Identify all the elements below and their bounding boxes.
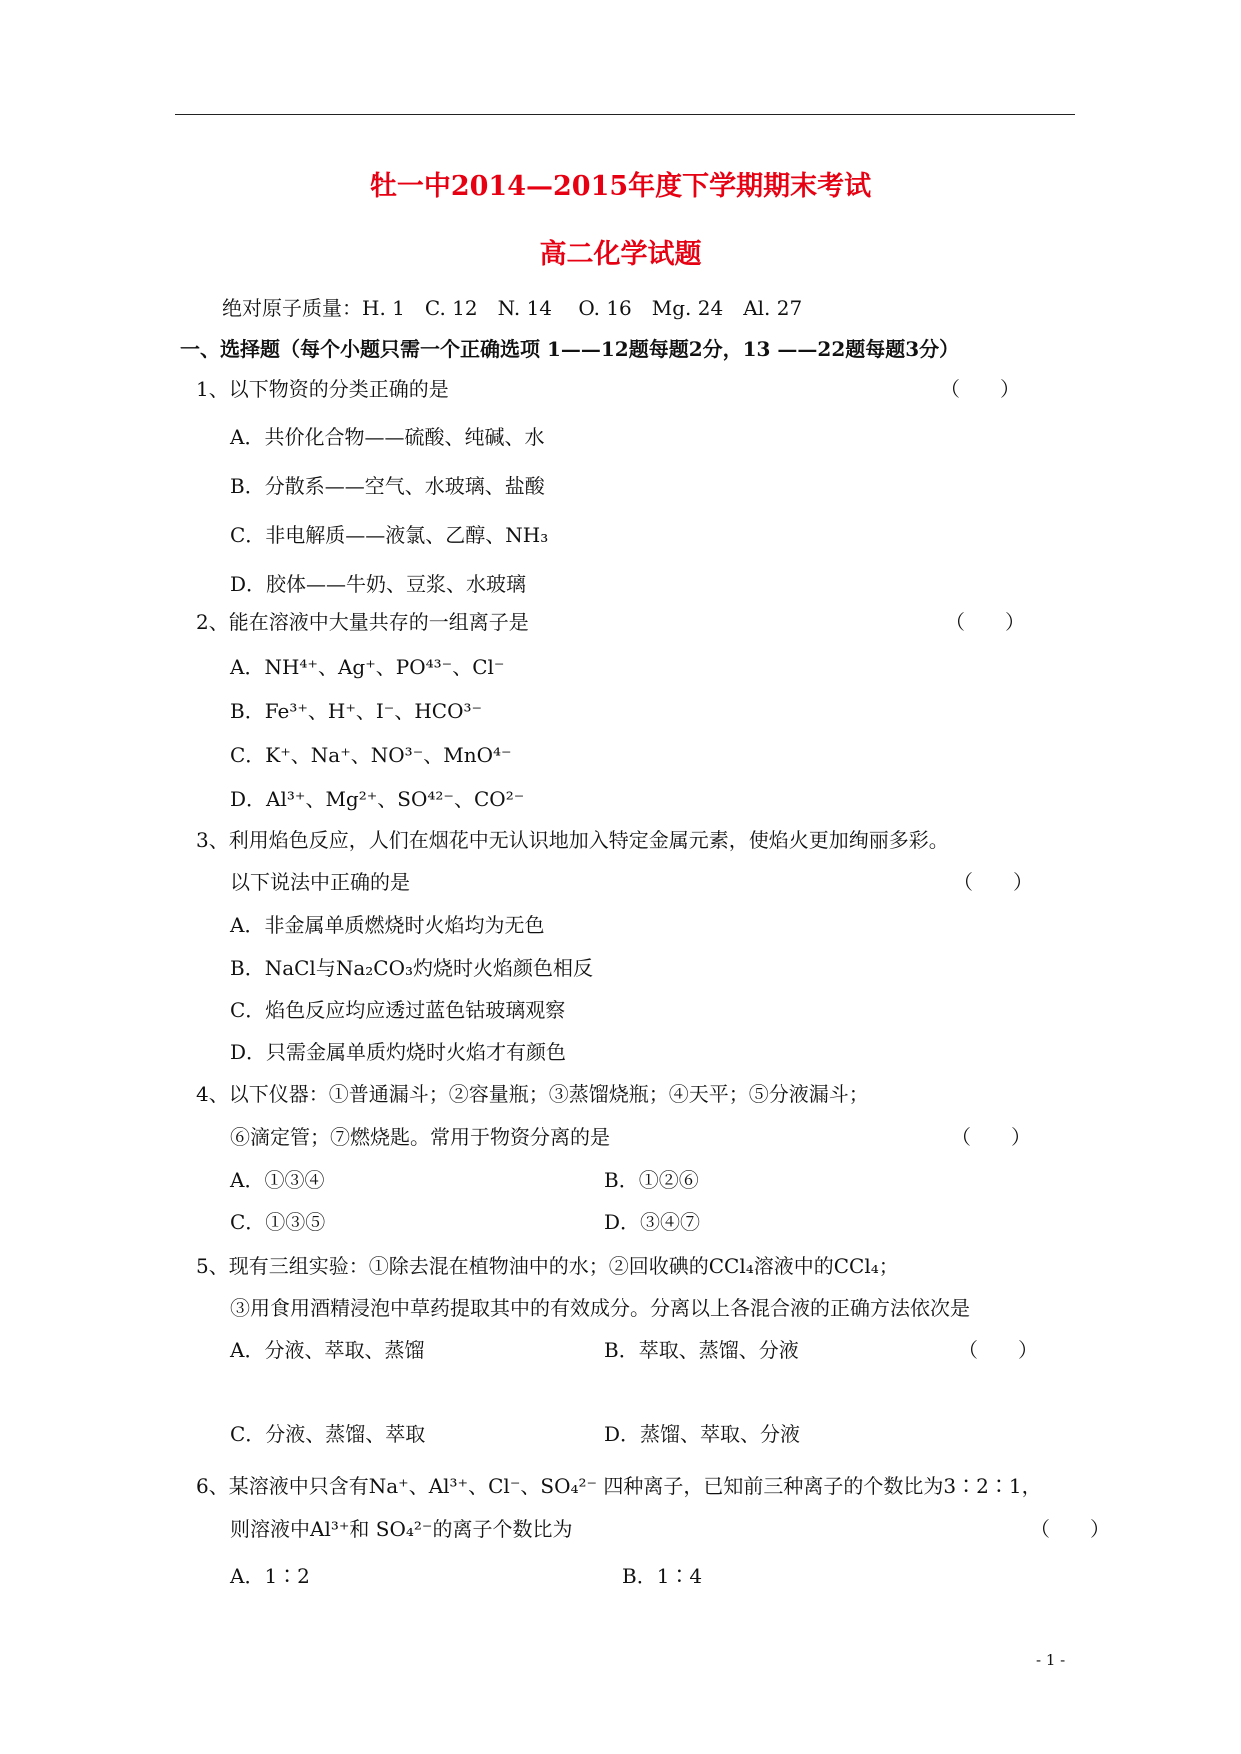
option-d: D．胶体——牛奶、豆浆、水玻璃	[230, 572, 527, 596]
question-stem: 4、以下仪器：①普通漏斗；②容量瓶；③蒸馏烧瓶；④天平；⑤分液漏斗；	[196, 1082, 869, 1106]
option-c: C．非电解质——液氯、乙醇、NH₃	[230, 523, 549, 547]
option-b: B．①②⑥	[604, 1168, 699, 1192]
option-b: B．1∶4	[622, 1564, 703, 1588]
question-stem: 3、利用焰色反应，人们在烟花中无认识地加入特定金属元素，使焰火更加绚丽多彩。	[196, 828, 949, 852]
option-b: B．NaCl与Na₂CO₃灼烧时火焰颜色相反	[230, 956, 593, 980]
answer-paren: （ ）	[940, 377, 1020, 401]
question-stem-cont: ③用食用酒精浸泡中草药提取其中的有效成分。分离以上各混合液的正确方法依次是	[230, 1296, 970, 1320]
option-d: D．③④⑦	[604, 1210, 701, 1234]
exam-title: 牡一中2014—2015年度下学期期末考试	[369, 171, 872, 202]
option-b: B．Fe³⁺、H⁺、I⁻、HCO³⁻	[230, 699, 483, 723]
atomic-mass-line: 绝对原子质量：H. 1 C. 12 N. 14 O. 16 Mg. 24 Al. 27	[222, 296, 803, 320]
option-b: B．萃取、蒸馏、分液	[604, 1338, 799, 1362]
question-stem: 2、能在溶液中大量共存的一组离子是	[196, 610, 529, 634]
answer-paren: （ ）	[958, 1338, 1038, 1362]
page-number: - 1 -	[1036, 1651, 1066, 1669]
option-d: D．Al³⁺、Mg²⁺、SO⁴²⁻、CO²⁻	[230, 787, 525, 811]
header-rule	[175, 114, 1075, 115]
answer-paren: （ ）	[951, 1125, 1031, 1149]
section-heading: 一、选择题（每个小题只需一个正确选项 1——12题每题2分，13 ——22题每题3分）	[180, 337, 960, 361]
option-a: A．NH⁴⁺、Ag⁺、PO⁴³⁻、Cl⁻	[230, 655, 505, 679]
option-c: C．焰色反应均应透过蓝色钴玻璃观察	[230, 998, 566, 1022]
question-stem: 5、现有三组实验：①除去混在植物油中的水；②回收碘的CCl₄溶液中的CCl₄；	[196, 1254, 899, 1278]
option-d: D．蒸馏、萃取、分液	[604, 1422, 801, 1446]
option-b: B．分散系——空气、水玻璃、盐酸	[230, 474, 545, 498]
question-stem-cont: 则溶液中Al³⁺和 SO₄²⁻的离子个数比为	[230, 1517, 573, 1541]
option-c: C．①③⑤	[230, 1210, 326, 1234]
question-stem: 1、以下物资的分类正确的是	[196, 377, 449, 401]
option-a: A．①③④	[230, 1168, 325, 1192]
question-stem-cont: ⑥滴定管；⑦燃烧匙。常用于物资分离的是	[230, 1125, 610, 1149]
answer-paren: （ ）	[953, 870, 1033, 894]
option-c: C．K⁺、Na⁺、NO³⁻、MnO⁴⁻	[230, 743, 512, 767]
option-a: A．1∶2	[230, 1564, 310, 1588]
exam-subtitle: 高二化学试题	[539, 239, 702, 270]
answer-paren: （ ）	[945, 610, 1025, 634]
option-d: D．只需金属单质灼烧时火焰才有颜色	[230, 1040, 567, 1064]
question-stem-cont: 以下说法中正确的是	[230, 870, 410, 894]
answer-paren: （ ）	[1030, 1517, 1110, 1541]
question-stem: 6、某溶液中只含有Na⁺、Al³⁺、Cl⁻、SO₄²⁻ 四种离子，已知前三种离子的个数比为3∶2∶1，	[196, 1474, 1042, 1498]
option-a: A．非金属单质燃烧时火焰均为无色	[230, 913, 545, 937]
option-c: C．分液、蒸馏、萃取	[230, 1422, 426, 1446]
option-a: A．共价化合物——硫酸、纯碱、水	[230, 425, 545, 449]
option-a: A．分液、萃取、蒸馏	[230, 1338, 425, 1362]
